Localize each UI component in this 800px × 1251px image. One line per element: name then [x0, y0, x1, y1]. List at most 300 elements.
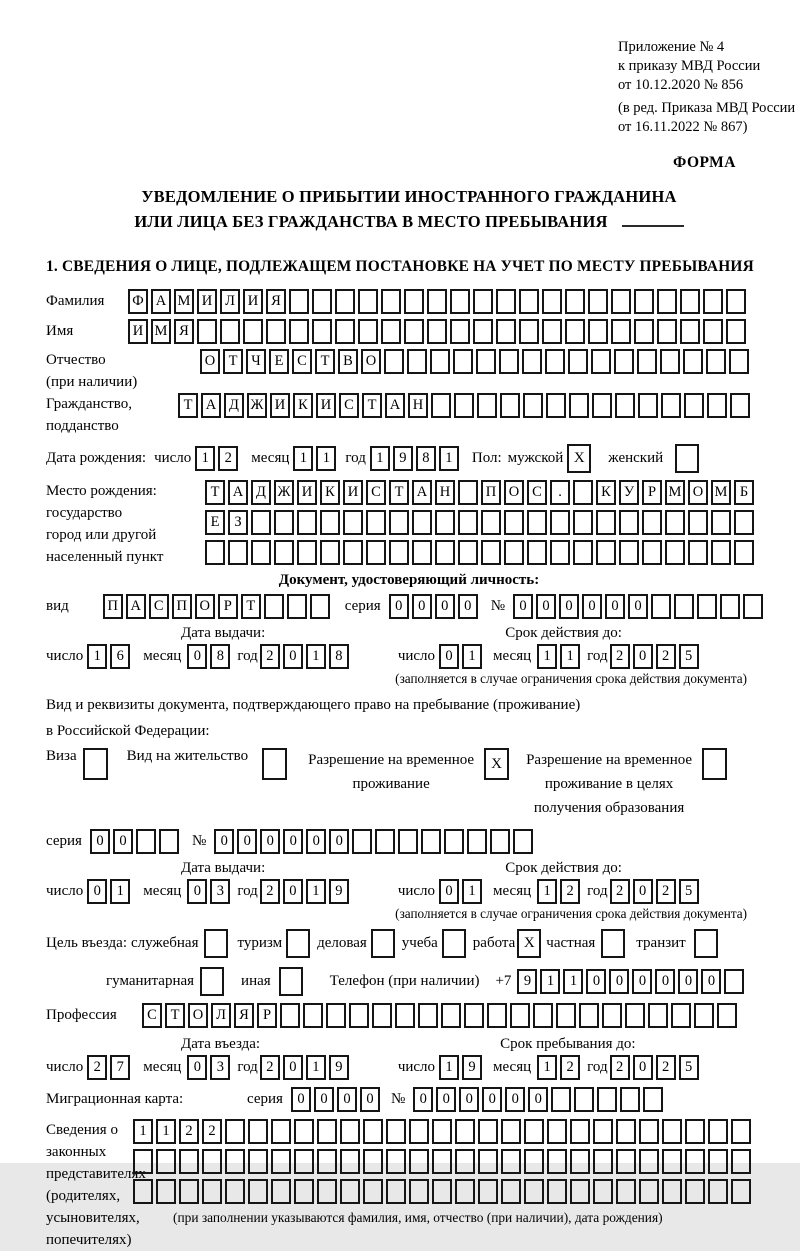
char-cell[interactable]: М: [151, 319, 171, 344]
char-cell[interactable]: И: [343, 480, 363, 505]
char-cell[interactable]: [358, 289, 378, 314]
checkbox[interactable]: X: [567, 444, 591, 473]
char-cell[interactable]: 0: [329, 829, 349, 854]
char-cell[interactable]: 0: [214, 829, 234, 854]
char-cell[interactable]: 1: [537, 879, 557, 904]
char-cell[interactable]: [660, 349, 680, 374]
char-cell[interactable]: [657, 319, 677, 344]
char-cell[interactable]: [596, 540, 616, 565]
char-cell[interactable]: [340, 1119, 360, 1144]
char-cell[interactable]: [389, 510, 409, 535]
char-cell[interactable]: [366, 540, 386, 565]
char-cell[interactable]: Ч: [246, 349, 266, 374]
char-cell[interactable]: [294, 1149, 314, 1174]
char-cell[interactable]: [326, 1003, 346, 1028]
char-cell[interactable]: 2: [260, 879, 280, 904]
char-cell[interactable]: [427, 289, 447, 314]
char-cell[interactable]: 0: [439, 644, 459, 669]
char-cell[interactable]: Я: [266, 289, 286, 314]
char-cell[interactable]: [662, 1179, 682, 1204]
char-cell[interactable]: 0: [237, 829, 257, 854]
char-cell[interactable]: [724, 969, 744, 994]
char-cell[interactable]: 0: [528, 1087, 548, 1112]
char-cell[interactable]: Б: [734, 480, 754, 505]
char-cell[interactable]: [476, 349, 496, 374]
char-cell[interactable]: Т: [165, 1003, 185, 1028]
char-cell[interactable]: Т: [362, 393, 382, 418]
char-cell[interactable]: [271, 1149, 291, 1174]
char-cell[interactable]: С: [527, 480, 547, 505]
char-cell[interactable]: [523, 393, 543, 418]
char-cell[interactable]: [136, 829, 156, 854]
char-cell[interactable]: [156, 1179, 176, 1204]
char-cell[interactable]: [404, 289, 424, 314]
char-cell[interactable]: А: [151, 289, 171, 314]
char-cell[interactable]: [228, 540, 248, 565]
char-cell[interactable]: 0: [360, 1087, 380, 1112]
char-cell[interactable]: [688, 510, 708, 535]
char-cell[interactable]: [685, 1179, 705, 1204]
char-cell[interactable]: [568, 349, 588, 374]
char-cell[interactable]: [651, 594, 671, 619]
char-cell[interactable]: 0: [605, 594, 625, 619]
char-cell[interactable]: 1: [462, 879, 482, 904]
char-cell[interactable]: [734, 510, 754, 535]
char-cell[interactable]: 1: [293, 446, 313, 471]
char-cell[interactable]: [545, 349, 565, 374]
char-cell[interactable]: [375, 829, 395, 854]
char-cell[interactable]: [616, 1149, 636, 1174]
char-cell[interactable]: [573, 540, 593, 565]
char-cell[interactable]: [432, 1119, 452, 1144]
char-cell[interactable]: 0: [439, 879, 459, 904]
char-cell[interactable]: [197, 319, 217, 344]
char-cell[interactable]: [551, 1087, 571, 1112]
char-cell[interactable]: [522, 349, 542, 374]
char-cell[interactable]: [418, 1003, 438, 1028]
char-cell[interactable]: [303, 1003, 323, 1028]
char-cell[interactable]: 3: [210, 879, 230, 904]
char-cell[interactable]: [602, 1003, 622, 1028]
char-cell[interactable]: 2: [610, 1055, 630, 1080]
char-cell[interactable]: [662, 1149, 682, 1174]
char-cell[interactable]: [343, 510, 363, 535]
char-cell[interactable]: [478, 1149, 498, 1174]
char-cell[interactable]: [343, 540, 363, 565]
char-cell[interactable]: [519, 319, 539, 344]
char-cell[interactable]: 0: [260, 829, 280, 854]
char-cell[interactable]: 0: [283, 644, 303, 669]
char-cell[interactable]: 2: [87, 1055, 107, 1080]
char-cell[interactable]: [703, 319, 723, 344]
char-cell[interactable]: [435, 510, 455, 535]
char-cell[interactable]: 2: [260, 644, 280, 669]
char-cell[interactable]: 0: [187, 644, 207, 669]
char-cell[interactable]: [454, 393, 474, 418]
char-cell[interactable]: 1: [540, 969, 560, 994]
char-cell[interactable]: [501, 1179, 521, 1204]
char-cell[interactable]: [743, 594, 763, 619]
char-cell[interactable]: [409, 1149, 429, 1174]
char-cell[interactable]: [615, 393, 635, 418]
char-cell[interactable]: [648, 1003, 668, 1028]
char-cell[interactable]: [524, 1119, 544, 1144]
char-cell[interactable]: 1: [537, 1055, 557, 1080]
char-cell[interactable]: [490, 829, 510, 854]
char-cell[interactable]: [225, 1179, 245, 1204]
char-cell[interactable]: П: [103, 594, 123, 619]
checkbox[interactable]: [601, 929, 625, 958]
char-cell[interactable]: [593, 1119, 613, 1144]
char-cell[interactable]: 0: [633, 1055, 653, 1080]
char-cell[interactable]: [473, 319, 493, 344]
char-cell[interactable]: [312, 319, 332, 344]
char-cell[interactable]: [570, 1149, 590, 1174]
char-cell[interactable]: 0: [87, 879, 107, 904]
char-cell[interactable]: [513, 829, 533, 854]
char-cell[interactable]: [734, 540, 754, 565]
char-cell[interactable]: 0: [536, 594, 556, 619]
char-cell[interactable]: [642, 510, 662, 535]
char-cell[interactable]: [251, 540, 271, 565]
char-cell[interactable]: Ф: [128, 289, 148, 314]
char-cell[interactable]: [289, 319, 309, 344]
char-cell[interactable]: [409, 1119, 429, 1144]
char-cell[interactable]: 0: [458, 594, 478, 619]
char-cell[interactable]: [643, 1087, 663, 1112]
char-cell[interactable]: [202, 1149, 222, 1174]
char-cell[interactable]: 0: [413, 1087, 433, 1112]
char-cell[interactable]: Д: [251, 480, 271, 505]
char-cell[interactable]: [179, 1149, 199, 1174]
char-cell[interactable]: [638, 393, 658, 418]
char-cell[interactable]: [481, 510, 501, 535]
char-cell[interactable]: [412, 540, 432, 565]
char-cell[interactable]: [596, 510, 616, 535]
char-cell[interactable]: 5: [679, 1055, 699, 1080]
char-cell[interactable]: 2: [179, 1119, 199, 1144]
char-cell[interactable]: [597, 1087, 617, 1112]
char-cell[interactable]: [519, 289, 539, 314]
char-cell[interactable]: [556, 1003, 576, 1028]
char-cell[interactable]: В: [338, 349, 358, 374]
char-cell[interactable]: [657, 289, 677, 314]
checkbox[interactable]: [286, 929, 310, 958]
char-cell[interactable]: 0: [459, 1087, 479, 1112]
char-cell[interactable]: 0: [586, 969, 606, 994]
char-cell[interactable]: 1: [306, 644, 326, 669]
char-cell[interactable]: 5: [679, 879, 699, 904]
char-cell[interactable]: [432, 1149, 452, 1174]
char-cell[interactable]: [504, 540, 524, 565]
char-cell[interactable]: [565, 319, 585, 344]
char-cell[interactable]: И: [297, 480, 317, 505]
char-cell[interactable]: 8: [416, 446, 436, 471]
char-cell[interactable]: 0: [582, 594, 602, 619]
char-cell[interactable]: [706, 349, 726, 374]
char-cell[interactable]: [435, 540, 455, 565]
char-cell[interactable]: И: [128, 319, 148, 344]
char-cell[interactable]: П: [481, 480, 501, 505]
char-cell[interactable]: Л: [211, 1003, 231, 1028]
char-cell[interactable]: [464, 1003, 484, 1028]
char-cell[interactable]: [363, 1179, 383, 1204]
char-cell[interactable]: 0: [314, 1087, 334, 1112]
char-cell[interactable]: [504, 510, 524, 535]
checkbox[interactable]: [204, 929, 228, 958]
char-cell[interactable]: М: [174, 289, 194, 314]
char-cell[interactable]: [547, 1179, 567, 1204]
char-cell[interactable]: [510, 1003, 530, 1028]
char-cell[interactable]: 2: [260, 1055, 280, 1080]
char-cell[interactable]: 0: [306, 829, 326, 854]
char-cell[interactable]: 1: [195, 446, 215, 471]
char-cell[interactable]: [310, 594, 330, 619]
char-cell[interactable]: [453, 349, 473, 374]
char-cell[interactable]: [340, 1149, 360, 1174]
char-cell[interactable]: [458, 540, 478, 565]
char-cell[interactable]: 1: [439, 1055, 459, 1080]
char-cell[interactable]: [573, 510, 593, 535]
char-cell[interactable]: [473, 289, 493, 314]
char-cell[interactable]: 0: [283, 829, 303, 854]
char-cell[interactable]: [680, 319, 700, 344]
char-cell[interactable]: Я: [234, 1003, 254, 1028]
char-cell[interactable]: [620, 1087, 640, 1112]
char-cell[interactable]: [570, 1119, 590, 1144]
char-cell[interactable]: 2: [656, 1055, 676, 1080]
char-cell[interactable]: [527, 510, 547, 535]
char-cell[interactable]: 1: [560, 644, 580, 669]
char-cell[interactable]: [274, 510, 294, 535]
char-cell[interactable]: [720, 594, 740, 619]
char-cell[interactable]: [458, 510, 478, 535]
char-cell[interactable]: [467, 829, 487, 854]
char-cell[interactable]: [729, 349, 749, 374]
char-cell[interactable]: [574, 1087, 594, 1112]
char-cell[interactable]: [694, 1003, 714, 1028]
char-cell[interactable]: 1: [370, 446, 390, 471]
char-cell[interactable]: [569, 393, 589, 418]
char-cell[interactable]: [289, 289, 309, 314]
char-cell[interactable]: Е: [205, 510, 225, 535]
char-cell[interactable]: М: [665, 480, 685, 505]
char-cell[interactable]: [225, 1119, 245, 1144]
char-cell[interactable]: [352, 829, 372, 854]
char-cell[interactable]: 1: [439, 446, 459, 471]
char-cell[interactable]: 2: [610, 644, 630, 669]
char-cell[interactable]: [731, 1119, 751, 1144]
char-cell[interactable]: [381, 319, 401, 344]
char-cell[interactable]: [366, 510, 386, 535]
char-cell[interactable]: С: [142, 1003, 162, 1028]
char-cell[interactable]: [639, 1179, 659, 1204]
char-cell[interactable]: [202, 1179, 222, 1204]
char-cell[interactable]: Т: [315, 349, 335, 374]
char-cell[interactable]: [481, 540, 501, 565]
char-cell[interactable]: 0: [655, 969, 675, 994]
char-cell[interactable]: 0: [701, 969, 721, 994]
char-cell[interactable]: 1: [563, 969, 583, 994]
char-cell[interactable]: 0: [678, 969, 698, 994]
char-cell[interactable]: [395, 1003, 415, 1028]
char-cell[interactable]: [639, 1149, 659, 1174]
char-cell[interactable]: [335, 319, 355, 344]
char-cell[interactable]: [389, 540, 409, 565]
char-cell[interactable]: [499, 349, 519, 374]
char-cell[interactable]: Т: [178, 393, 198, 418]
char-cell[interactable]: [619, 540, 639, 565]
char-cell[interactable]: А: [126, 594, 146, 619]
char-cell[interactable]: 1: [537, 644, 557, 669]
char-cell[interactable]: [335, 289, 355, 314]
char-cell[interactable]: [441, 1003, 461, 1028]
char-cell[interactable]: [264, 594, 284, 619]
char-cell[interactable]: [592, 393, 612, 418]
char-cell[interactable]: 2: [560, 1055, 580, 1080]
char-cell[interactable]: 9: [517, 969, 537, 994]
char-cell[interactable]: 1: [156, 1119, 176, 1144]
char-cell[interactable]: [542, 289, 562, 314]
char-cell[interactable]: [634, 319, 654, 344]
char-cell[interactable]: [708, 1119, 728, 1144]
char-cell[interactable]: [625, 1003, 645, 1028]
char-cell[interactable]: К: [596, 480, 616, 505]
char-cell[interactable]: [386, 1149, 406, 1174]
char-cell[interactable]: [432, 1179, 452, 1204]
char-cell[interactable]: [616, 1119, 636, 1144]
char-cell[interactable]: 0: [283, 879, 303, 904]
char-cell[interactable]: 0: [505, 1087, 525, 1112]
char-cell[interactable]: [547, 1149, 567, 1174]
char-cell[interactable]: 1: [110, 879, 130, 904]
char-cell[interactable]: [591, 349, 611, 374]
char-cell[interactable]: [444, 829, 464, 854]
char-cell[interactable]: П: [172, 594, 192, 619]
char-cell[interactable]: [547, 1119, 567, 1144]
char-cell[interactable]: [205, 540, 225, 565]
char-cell[interactable]: 8: [329, 644, 349, 669]
char-cell[interactable]: [412, 510, 432, 535]
char-cell[interactable]: [179, 1179, 199, 1204]
char-cell[interactable]: 0: [436, 1087, 456, 1112]
char-cell[interactable]: [579, 1003, 599, 1028]
char-cell[interactable]: [611, 289, 631, 314]
checkbox[interactable]: [371, 929, 395, 958]
char-cell[interactable]: 1: [87, 644, 107, 669]
char-cell[interactable]: [430, 349, 450, 374]
char-cell[interactable]: [225, 1149, 245, 1174]
char-cell[interactable]: [588, 319, 608, 344]
char-cell[interactable]: 8: [210, 644, 230, 669]
char-cell[interactable]: [611, 319, 631, 344]
char-cell[interactable]: 0: [90, 829, 110, 854]
char-cell[interactable]: [708, 1149, 728, 1174]
char-cell[interactable]: [421, 829, 441, 854]
char-cell[interactable]: А: [201, 393, 221, 418]
char-cell[interactable]: [688, 540, 708, 565]
char-cell[interactable]: [707, 393, 727, 418]
char-cell[interactable]: [455, 1179, 475, 1204]
char-cell[interactable]: 0: [291, 1087, 311, 1112]
char-cell[interactable]: 6: [110, 644, 130, 669]
char-cell[interactable]: 9: [329, 879, 349, 904]
char-cell[interactable]: [133, 1179, 153, 1204]
char-cell[interactable]: 1: [462, 644, 482, 669]
char-cell[interactable]: [372, 1003, 392, 1028]
char-cell[interactable]: [386, 1179, 406, 1204]
char-cell[interactable]: 0: [389, 594, 409, 619]
checkbox[interactable]: [262, 748, 287, 780]
char-cell[interactable]: 0: [482, 1087, 502, 1112]
char-cell[interactable]: [533, 1003, 553, 1028]
char-cell[interactable]: [280, 1003, 300, 1028]
char-cell[interactable]: 0: [187, 879, 207, 904]
char-cell[interactable]: [685, 1119, 705, 1144]
char-cell[interactable]: К: [320, 480, 340, 505]
char-cell[interactable]: 2: [560, 879, 580, 904]
char-cell[interactable]: С: [366, 480, 386, 505]
char-cell[interactable]: [248, 1119, 268, 1144]
checkbox[interactable]: [675, 444, 699, 473]
char-cell[interactable]: [363, 1149, 383, 1174]
char-cell[interactable]: [634, 289, 654, 314]
char-cell[interactable]: 0: [412, 594, 432, 619]
checkbox[interactable]: [442, 929, 466, 958]
char-cell[interactable]: [271, 1179, 291, 1204]
char-cell[interactable]: [477, 393, 497, 418]
char-cell[interactable]: 2: [656, 644, 676, 669]
char-cell[interactable]: 2: [202, 1119, 222, 1144]
char-cell[interactable]: [450, 319, 470, 344]
char-cell[interactable]: [550, 510, 570, 535]
char-cell[interactable]: [317, 1149, 337, 1174]
char-cell[interactable]: Р: [257, 1003, 277, 1028]
char-cell[interactable]: Н: [435, 480, 455, 505]
char-cell[interactable]: Л: [220, 289, 240, 314]
char-cell[interactable]: [363, 1119, 383, 1144]
char-cell[interactable]: А: [412, 480, 432, 505]
char-cell[interactable]: [642, 540, 662, 565]
char-cell[interactable]: 0: [187, 1055, 207, 1080]
char-cell[interactable]: [251, 510, 271, 535]
char-cell[interactable]: [661, 393, 681, 418]
char-cell[interactable]: [730, 393, 750, 418]
char-cell[interactable]: О: [188, 1003, 208, 1028]
char-cell[interactable]: [565, 289, 585, 314]
char-cell[interactable]: И: [243, 289, 263, 314]
char-cell[interactable]: [243, 319, 263, 344]
char-cell[interactable]: 3: [210, 1055, 230, 1080]
char-cell[interactable]: [320, 540, 340, 565]
char-cell[interactable]: 0: [283, 1055, 303, 1080]
char-cell[interactable]: Т: [241, 594, 261, 619]
char-cell[interactable]: [550, 540, 570, 565]
char-cell[interactable]: [711, 540, 731, 565]
char-cell[interactable]: [248, 1149, 268, 1174]
char-cell[interactable]: [404, 319, 424, 344]
char-cell[interactable]: Я: [174, 319, 194, 344]
char-cell[interactable]: [674, 594, 694, 619]
char-cell[interactable]: [684, 393, 704, 418]
char-cell[interactable]: [683, 349, 703, 374]
char-cell[interactable]: [703, 289, 723, 314]
char-cell[interactable]: [312, 289, 332, 314]
char-cell[interactable]: [317, 1119, 337, 1144]
char-cell[interactable]: [637, 349, 657, 374]
char-cell[interactable]: [731, 1179, 751, 1204]
char-cell[interactable]: О: [504, 480, 524, 505]
